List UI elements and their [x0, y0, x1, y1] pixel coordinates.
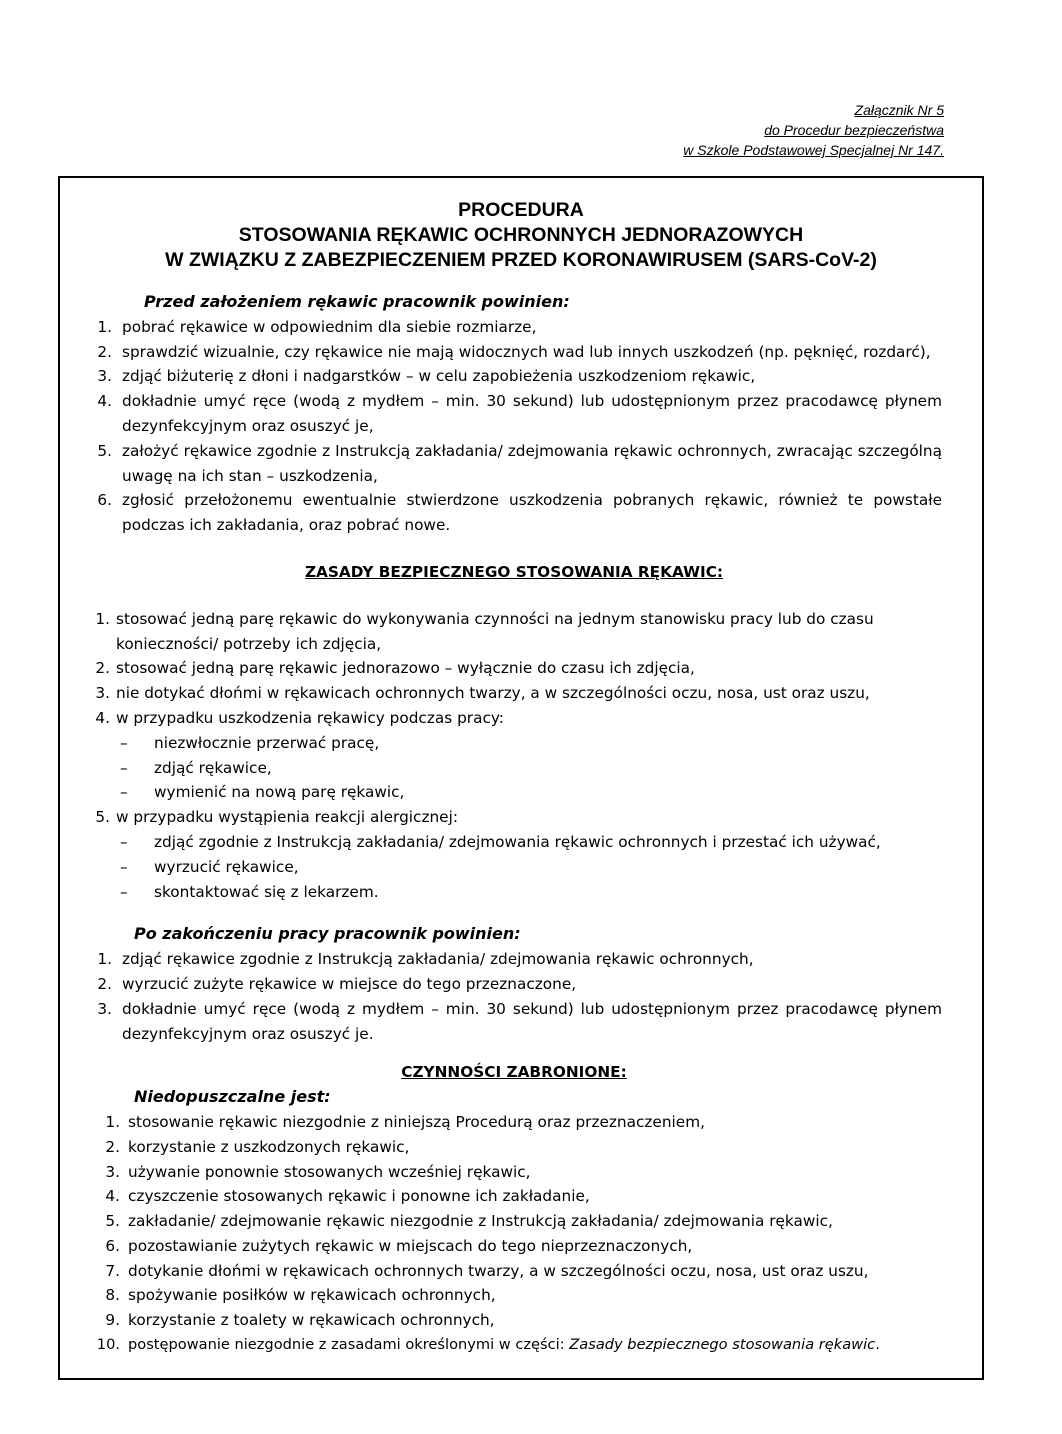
- before-lead: Przed założeniem rękawic pracownik powinien:: [144, 292, 570, 311]
- list-item: 2. stosować jedną parę rękawic jednorazowo – wyłącznie do czasu ich zdjęcia,: [95, 659, 695, 678]
- list-item: – wymienić na nową parę rękawic,: [120, 783, 405, 802]
- list-item: 4. w przypadku uszkodzenia rękawicy podczas pracy:: [95, 708, 504, 727]
- title-line-1: PROCEDURA: [458, 199, 584, 221]
- document-title: [60, 198, 982, 273]
- damage-sublist: [86, 731, 942, 805]
- list-item: – zdjąć rękawice,: [120, 758, 272, 777]
- attachment-line-2: do Procedur bezpieczeństwa: [764, 122, 944, 138]
- list-item: 7. dotykanie dłońmi w rękawicach ochronnych twarzy, a w szczególności oczu, nosa, ust oraz uszu,: [105, 1261, 869, 1280]
- title-line-2: STOSOWANIA RĘKAWIC OCHRONNYCH JEDNORAZOWYCH: [238, 224, 804, 246]
- list-item: 1. stosowanie rękawic niezgodnie z niniejszą Procedurą oraz przeznaczeniem,: [105, 1112, 705, 1131]
- list-item: 1. stosować jedną parę rękawic do wykonywania czynności na jednym stanowisku pracy lub do czasu konieczności/ potrzeby ich zdjęcia,: [95, 609, 874, 653]
- list-item: 6. pozostawianie zużytych rękawic w miejscach do tego nieprzeznaczonych,: [105, 1236, 693, 1255]
- list-item: – niezwłocznie przerwać pracę,: [120, 733, 380, 752]
- after-list: [86, 947, 942, 1046]
- forbidden-lead: Niedopuszczalne jest:: [134, 1087, 331, 1107]
- list-item: 2. wyrzucić zużyte rękawice w miejsce do tego przeznaczone,: [97, 974, 577, 993]
- rules-list-cont: [86, 805, 942, 830]
- list-item: 5. zakładanie/ zdejmowanie rękawic niezgodnie z Instrukcją zakładania/ zdejmowania rękawic,: [105, 1212, 833, 1231]
- list-item: – zdjąć zgodnie z Instrukcją zakładania/ zdejmowania rękawic ochronnych i przestać ich używać,: [120, 832, 881, 851]
- list-item: 6. zgłosić przełożonemu ewentualnie stwierdzone uszkodzenia pobranych rękawic, również te powstałe podczas ich zakładania, oraz pobrać nowe.: [97, 491, 942, 535]
- list-item: 10. postępowanie niezgodnie z zasadami określonymi w części: Zasady bezpiecznego stosowania rękawic.: [96, 1336, 880, 1354]
- forbidden-list: [86, 1110, 942, 1358]
- list-item: 9. korzystanie z toalety w rękawicach ochronnych,: [105, 1311, 495, 1330]
- list-item: 4. dokładnie umyć ręce (wodą z mydłem – min. 30 sekund) lub udostępnionym przez pracodawcę płynem dezynfekcyjnym oraz osuszyć je,: [97, 392, 942, 435]
- attachment-line-1: Załącznik Nr 5: [854, 102, 944, 118]
- list-item: 1. pobrać rękawice w odpowiednim dla siebie rozmiarze,: [97, 317, 537, 336]
- list-item: 4. czyszczenie stosowanych rękawic i ponowne ich zakładanie,: [105, 1187, 590, 1206]
- rules-list: [86, 607, 942, 731]
- attachment-note: [683, 100, 944, 160]
- before-list: [86, 315, 942, 538]
- document-body: [86, 290, 942, 1358]
- section-reference: Zasady bezpiecznego stosowania rękawic: [569, 1336, 876, 1354]
- document-frame: [58, 176, 984, 1380]
- list-item: 5. założyć rękawice zgodnie z Instrukcją zakładania/ zdejmowania rękawic ochronnych, zwracając szczególną uwagę na ich stan – uszkodzenia,: [97, 441, 942, 485]
- list-item: 8. spożywanie posiłków w rękawicach ochronnych,: [105, 1286, 496, 1305]
- rules-heading: ZASADY BEZPIECZNEGO STOSOWANIA RĘKAWIC:: [304, 562, 724, 581]
- list-item: 2. sprawdzić wizualnie, czy rękawice nie mają widocznych wad lub innych uszkodzeń (np. pęknięć, rozdarć),: [97, 342, 931, 361]
- allergy-sublist: [86, 830, 942, 904]
- list-item: 3. używanie ponownie stosowanych wcześniej rękawic,: [105, 1162, 531, 1181]
- after-lead: Po zakończeniu pracy pracownik powinien:: [134, 924, 521, 944]
- list-item: – skontaktować się z lekarzem.: [120, 882, 379, 901]
- title-line-3: W ZWIĄZKU Z ZABEZPIECZENIEM PRZED KORONAWIRUSEM (SARS-CoV-2): [165, 249, 877, 271]
- list-item: 3. dokładnie umyć ręce (wodą z mydłem – min. 30 sekund) lub udostępnionym przez pracodawcę płynem dezynfekcyjnym oraz osuszyć je.: [97, 999, 942, 1043]
- list-item: 3. zdjąć biżuterię z dłoni i nadgarstków – w celu zapobieżenia uszkodzeniom rękawic,: [97, 367, 756, 386]
- list-item: 5. w przypadku wystąpienia reakcji alergicznej:: [95, 808, 458, 827]
- list-item: 3. nie dotykać dłońmi w rękawicach ochronnych twarzy, a w szczególności oczu, nosa, ust oraz uszu,: [95, 684, 870, 703]
- attachment-line-3: w Szkole Podstawowej Specjalnej Nr 147.: [683, 142, 944, 158]
- list-item: 1. zdjąć rękawice zgodnie z Instrukcją zakładania/ zdejmowania rękawic ochronnych,: [97, 950, 754, 969]
- list-item: 2. korzystanie z uszkodzonych rękawic,: [105, 1137, 410, 1156]
- list-item: – wyrzucić rękawice,: [120, 857, 299, 876]
- forbidden-heading: CZYNNOŚCI ZABRONIONE:: [401, 1063, 627, 1082]
